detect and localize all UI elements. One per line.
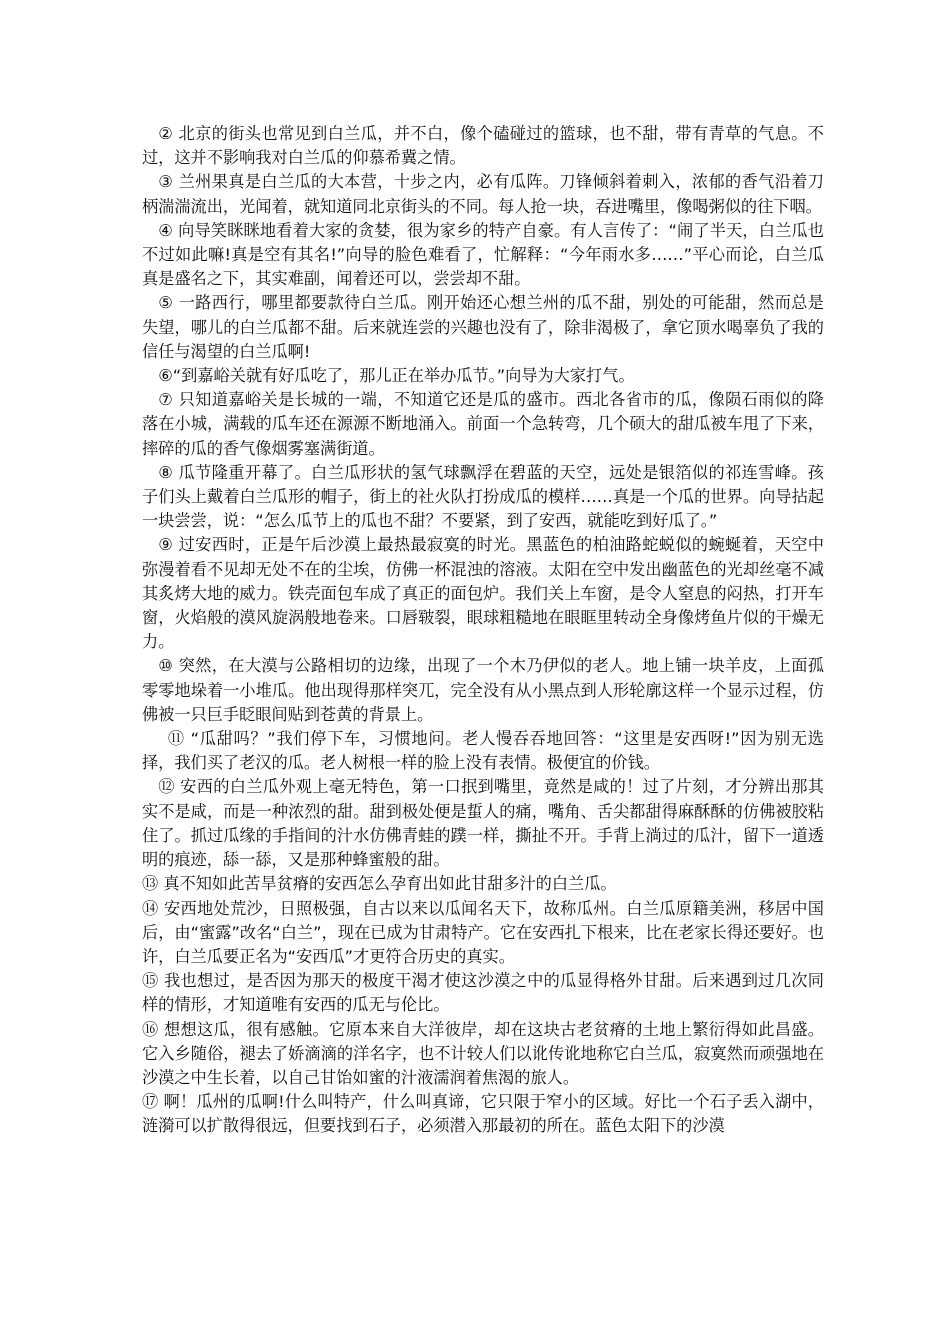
paragraph-4: ④ 向导笑眯眯地看着大家的贪婪，很为家乡的特产自豪。有人言传了：“闹了半天，白兰瓜也不过如此嘛!真是空有其名!”向导的脸色难看了，忙解释：“今年雨水多……”平心而论，白兰瓜真是盛名之下，其实难副，闻着还可以，尝尝却不甜。 [142, 220, 824, 289]
paragraph-10: ⑩ 突然，在大漠与公路相切的边缘，出现了一个木乃伊似的老人。地上铺一块羊皮，上面孤零零地垛着一小堆瓜。他出现得那样突兀，完全没有从小黑点到人形轮廓这样一个显示过程，仿佛被一只巨手眨眼间贴到苍黄的背景上。 [142, 656, 824, 724]
paragraph-14: ⑭ 安西地处荒沙，日照极强，自古以来以瓜闻名天下，故称瓜州。白兰瓜原籍美洲，移居中国后，由“蜜露”改名“白兰”，现在已成为甘肃特产。它在安西扎下根来，比在老家长得还要好。也许，白兰瓜要正名为“安西瓜”才更符合历史的真实。 [142, 898, 824, 966]
paragraph-3: ③ 兰州果真是白兰瓜的大本营，十步之内，必有瓜阵。刀锋倾斜着刺入，浓郁的香气沿着刀柄湍湍流出，光闻着，就知道同北京街头的不同。每人抢一块，吞进嘴里，像喝粥似的往下咽。 [142, 172, 824, 216]
article-page [142, 122, 824, 1139]
paragraph-9: ⑨ 过安西时，正是午后沙漠上最热最寂寞的时光。黑蓝色的柏油路蛇蜕似的蜿蜒着，天空中弥漫着看不见却无处不在的尘埃，仿佛一杯混浊的溶液。太阳在空中发出幽蓝色的光却丝毫不减其炙烤大地的威力。铁壳面包车成了真正的面包炉。我们关上车窗，是令人窒息的闷热，打开车窗，火焰般的漠风旋涡般地卷来。口唇皲裂，眼球粗糙地在眼眶里转动全身像烤鱼片似的干燥无力。 [142, 535, 824, 652]
paragraph-2: ② 北京的街头也常见到白兰瓜，并不白，像个磕碰过的篮球，也不甜，带有青草的气息。不过，这并不影响我对白兰瓜的仰慕希冀之情。 [142, 124, 824, 168]
paragraph-11: ⑪ “瓜甜吗？”我们停下车，习惯地问。老人慢吞吞地回答：“这里是安西呀!”因为别无选择，我们买了老汉的瓜。老人树根一样的脸上没有表情。极便宜的价钱。 [142, 729, 824, 773]
paragraph-5: ⑤ 一路西行，哪里都要款待白兰瓜。刚开始还心想兰州的瓜不甜，别处的可能甜，然而总是失望，哪儿的白兰瓜都不甜。后来就连尝的兴趣也没有了，除非渴极了，拿它顶水喝辜负了我的信任与渴望的白兰瓜啊! [142, 293, 824, 361]
paragraph-17: ⑰ 啊！瓜州的瓜啊!什么叫特产，什么叫真谛，它只限于窄小的区域。好比一个石子丢入湖中，涟漪可以扩散得很远，但要找到石子，必须潜入那最初的所在。蓝色太阳下的沙漠 [142, 1092, 824, 1136]
paragraph-6: ⑥“到嘉峪关就有好瓜吃了，那儿正在举办瓜节。”向导为大家打气。 [158, 366, 635, 386]
paragraph-15: ⑮ 我也想过，是否因为那天的极度干渴才使这沙漠之中的瓜显得格外甘甜。后来遇到过几次同样的情形，才知道唯有安西的瓜无与伦比。 [142, 971, 824, 1015]
paragraph-16: ⑯ 想想这瓜，很有感触。它原本来自大洋彼岸，却在这块古老贫瘠的土地上繁衍得如此昌盛。它入乡随俗，褪去了娇滴滴的洋名字，也不计较人们以讹传讹地称它白兰瓜，寂寞然而顽强地在沙漠之中生长着，以自己甘饴如蜜的汁液濡润着焦渴的旅人。 [142, 1019, 824, 1087]
paragraph-12: ⑫ 安西的白兰瓜外观上毫无特色，第一口抿到嘴里，竟然是咸的！过了片刻，才分辨出那其实不是咸，而是一种浓烈的甜。甜到极处便是蜇人的痛，嘴角、舌尖都甜得麻酥酥的仿佛被胶粘住了。抓过瓜缘的手指间的汁水仿佛青蛙的蹼一样，撕扯不开。手背上淌过的瓜汁，留下一道透明的痕迹，舔一舔，又是那种蜂蜜般的甜。 [142, 777, 824, 870]
paragraph-13: ⑬ 真不知如此苦旱贫瘠的安西怎么孕育出如此甘甜多汁的白兰瓜。 [142, 874, 617, 894]
paragraph-7: ⑦ 只知道嘉峪关是长城的一端，不知道它还是瓜的盛市。西北各省市的瓜，像陨石雨似的降落在小城，满载的瓜车还在源源不断地涌入。前面一个急转弯，几个硕大的甜瓜被车甩了下来，摔碎的瓜的香气像烟雾塞满街道。 [142, 390, 824, 458]
paragraph-8: ⑧ 瓜节隆重开幕了。白兰瓜形状的氢气球飘浮在碧蓝的天空，远处是银箔似的祁连雪峰。孩子们头上戴着白兰瓜形的帽子，街上的社火队打扮成瓜的模样……真是一个瓜的世界。向导拈起一块尝尝，说：“怎么瓜节上的瓜也不甜？不要紧，到了安西，就能吃到好瓜了。” [142, 462, 824, 531]
